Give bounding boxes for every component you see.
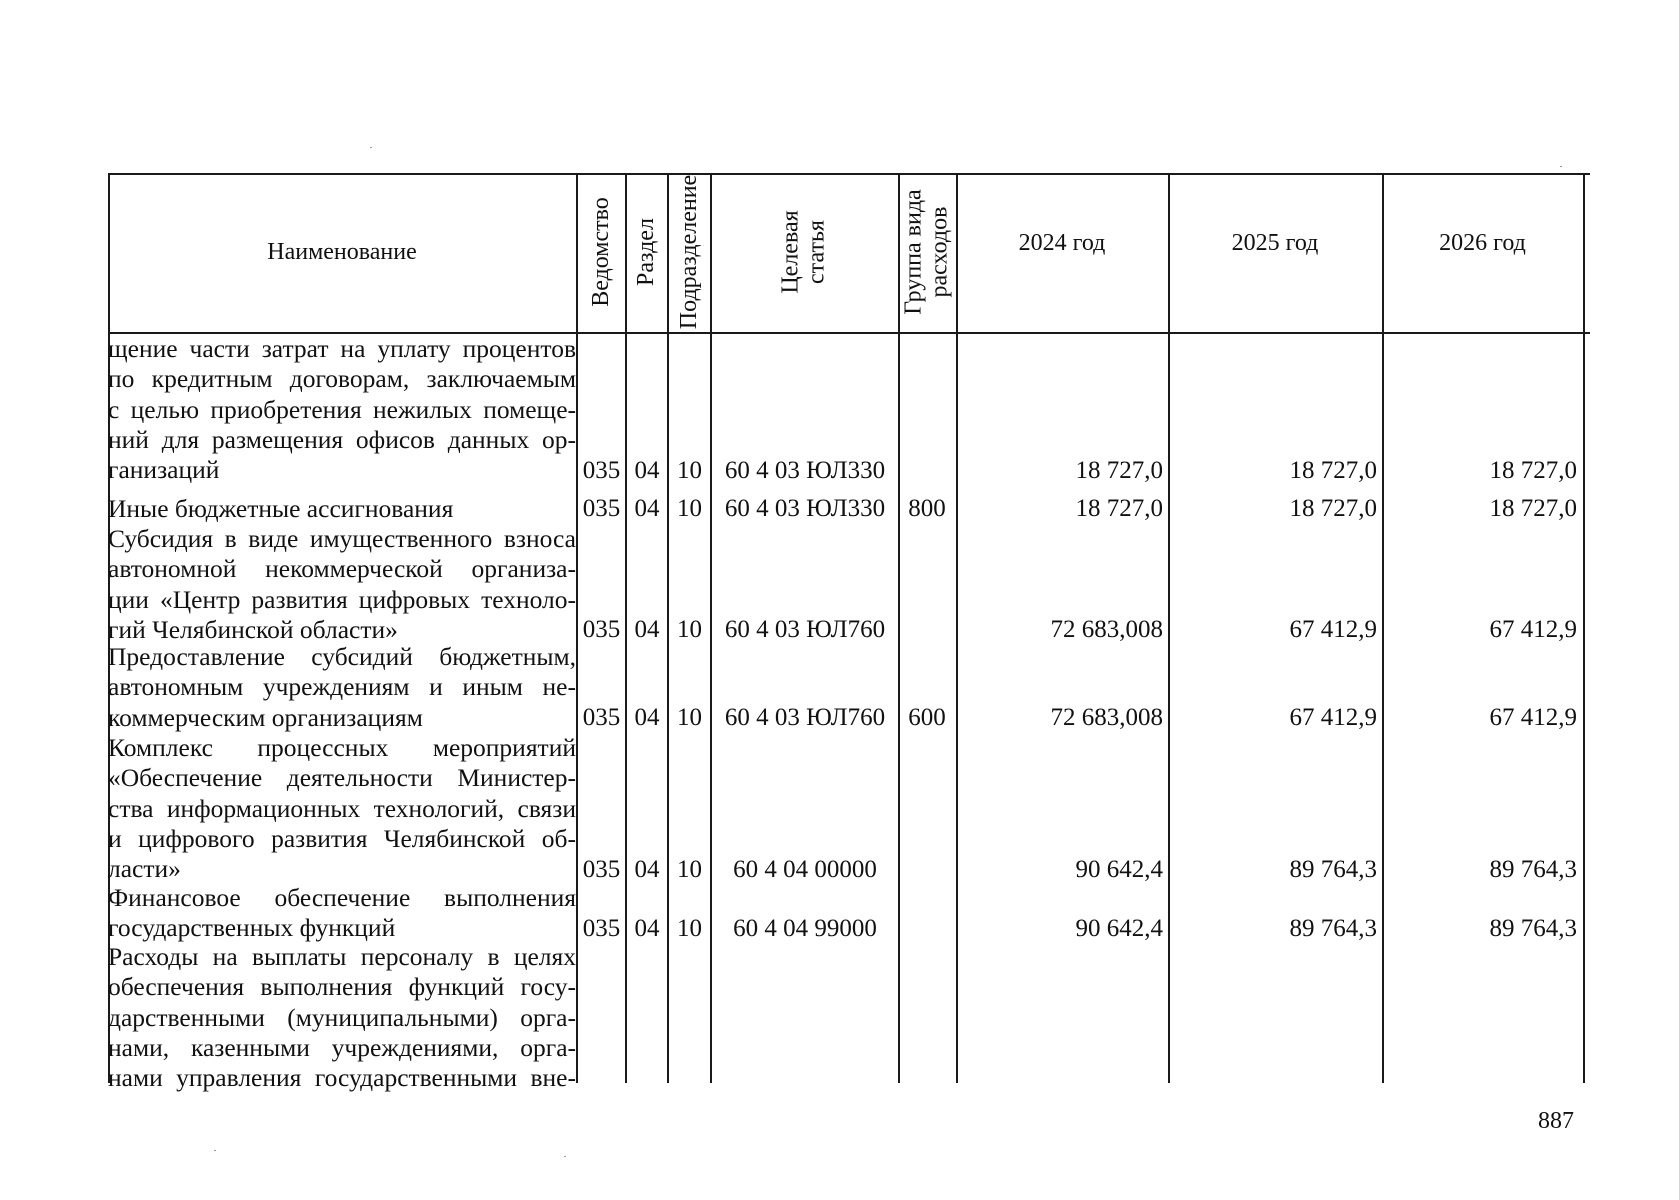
scan-speck (1560, 166, 1562, 167)
row-name-line: с целью приобретения нежилых помеще- (108, 394, 576, 424)
cell-y2026: 67 412,9 (1489, 703, 1577, 731)
row-name-line: государственных функций (108, 913, 396, 943)
cell-cs: 60 4 03 ЮЛ760 (724, 616, 886, 644)
row-name-line: коммерческим организациям (108, 702, 423, 732)
cell-gv: 800 (908, 495, 946, 523)
cell-y2024: 18 727,0 (1075, 456, 1163, 484)
cell-y2025: 67 412,9 (1289, 616, 1377, 644)
row-name-line: Расходы на выплаты персоналу в целях (108, 942, 576, 971)
row-name-line: и цифрового развития Челябинской об- (108, 823, 576, 853)
row-name-line: нами управления государственными вне- (108, 1063, 576, 1093)
cell-cs: 60 4 04 99000 (733, 914, 877, 942)
row-name-line: «Обеспечение деятельности Министер- (108, 763, 576, 793)
header-gv-line1: Группа вида (900, 189, 927, 315)
table-row (0, 642, 1679, 733)
cell-y2024: 90 642,4 (1075, 855, 1163, 883)
cell-cs: 60 4 04 00000 (733, 855, 877, 883)
cell-podrazdel: 10 (677, 855, 702, 883)
cell-razdel: 04 (634, 616, 660, 644)
header-2026: 2026 год (1439, 229, 1526, 256)
cell-podrazdel: 10 (677, 703, 702, 731)
cell-ved: 035 (582, 495, 621, 523)
row-name-line: автономным учреждениям и иным не- (108, 672, 576, 702)
cell-y2026: 18 727,0 (1489, 495, 1577, 523)
cell-y2025: 89 764,3 (1289, 855, 1377, 883)
row-name (108, 733, 576, 884)
row-name-line: ний для размещения офисов данных ор- (108, 424, 576, 454)
cell-cs: 60 4 03 ЮЛ330 (724, 495, 886, 523)
cell-gv: 600 (908, 703, 946, 731)
row-name-line: гий Челябинской области» (108, 614, 398, 644)
cell-y2024: 18 727,0 (1075, 495, 1163, 523)
cell-razdel: 04 (634, 456, 660, 484)
row-name (108, 334, 576, 485)
cell-cs: 60 4 03 ЮЛ760 (724, 703, 886, 731)
cell-razdel: 04 (634, 495, 660, 523)
cell-y2026: 18 727,0 (1489, 456, 1577, 484)
cell-y2026: 89 764,3 (1489, 914, 1577, 942)
header-2025: 2025 год (1231, 229, 1319, 256)
cell-y2025: 18 727,0 (1289, 456, 1377, 484)
table-row (0, 334, 1679, 486)
cell-y2025: 67 412,9 (1289, 703, 1377, 731)
cell-podrazdel: 10 (677, 495, 702, 523)
row-name (108, 524, 576, 645)
row-name (108, 642, 576, 733)
row-name-line: Предоставление субсидий бюджетным, (108, 642, 576, 671)
header-gv-line2: расходов (927, 206, 953, 298)
header-gv (901, 189, 954, 314)
row-name-line: щение части затрат на уплату процентов (108, 334, 576, 363)
cell-ved: 035 (582, 914, 621, 942)
row-name-line: ции «Центр развития цифровых техноло- (108, 584, 576, 614)
row-name-line: по кредитным договорам, заключаемым (108, 364, 576, 394)
cell-y2025: 89 764,3 (1289, 914, 1377, 942)
scan-speck (214, 1150, 216, 1151)
row-name-line: Субсидия в виде имущественного взноса (108, 524, 576, 553)
row-name-line: дарственными (муниципальными) орга- (108, 1002, 576, 1032)
scan-speck (564, 1156, 566, 1157)
scan-speck (370, 147, 372, 148)
cell-ved: 035 (582, 855, 621, 883)
cell-cs: 60 4 03 ЮЛ330 (724, 456, 886, 484)
row-name-line: ганизаций (108, 455, 220, 485)
cell-y2026: 67 412,9 (1489, 616, 1577, 644)
cell-razdel: 04 (634, 855, 660, 883)
cell-y2025: 18 727,0 (1289, 495, 1377, 523)
cell-ved: 035 (582, 703, 621, 731)
header-razdel: Раздел (632, 218, 659, 286)
row-name (108, 883, 576, 944)
cell-y2024: 90 642,4 (1075, 914, 1163, 942)
header-cs-line1: Целевая (777, 210, 804, 294)
row-name-line: Комплекс процессных мероприятий (108, 733, 576, 762)
row-name-line: нами, казенными учреждениями, орга- (108, 1032, 576, 1062)
cell-ved: 035 (582, 616, 621, 644)
row-name (108, 942, 576, 1093)
cell-podrazdel: 10 (677, 456, 702, 484)
cell-ved: 035 (582, 456, 621, 484)
header-podrazdel: Подразделение (675, 174, 702, 330)
cell-y2024: 72 683,008 (1050, 703, 1163, 731)
cell-y2024: 72 683,008 (1050, 616, 1163, 644)
row-name (108, 494, 576, 524)
row-name-line: Финансовое обеспечение выполнения (108, 883, 576, 912)
row-name-line: ства информационных технологий, связи (108, 793, 576, 823)
table-row (0, 733, 1679, 885)
table-row (0, 494, 1679, 524)
header-2024: 2024 год (1018, 229, 1106, 256)
cell-razdel: 04 (634, 914, 660, 942)
cell-podrazdel: 10 (677, 914, 702, 942)
row-name-line: обеспечения выполнения функций госу- (108, 972, 576, 1002)
table-row (0, 942, 1679, 1094)
header-name: Наименование (267, 239, 417, 266)
header-ved: Ведомство (587, 197, 614, 307)
table-row (0, 883, 1679, 944)
header-cs-line2: статья (804, 220, 830, 284)
table-row (0, 524, 1679, 645)
page-number: 887 (1538, 1108, 1574, 1134)
row-name-line: ласти» (108, 854, 181, 884)
cell-razdel: 04 (634, 703, 660, 731)
row-name-line: Иные бюджетные ассигнования (108, 494, 454, 523)
cell-y2026: 89 764,3 (1489, 855, 1577, 883)
row-name-line: автономной некоммерческой организа- (108, 554, 576, 584)
cell-podrazdel: 10 (677, 616, 702, 644)
header-cs (778, 210, 831, 293)
